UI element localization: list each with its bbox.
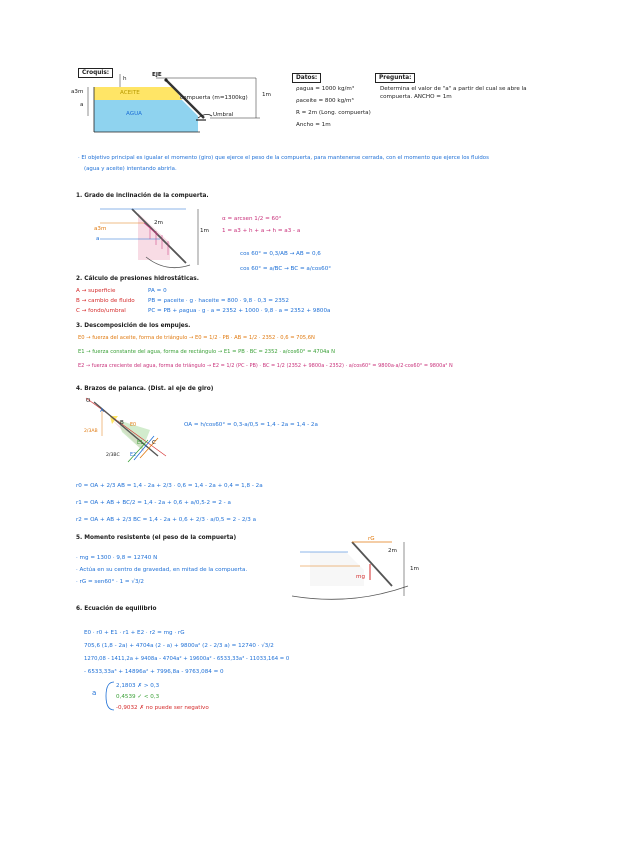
- weight-line: · rG = sen60° · 1 = √3/2: [76, 579, 144, 585]
- section-2-title: 2. Cálculo de presiones hidrostáticas.: [76, 276, 199, 282]
- hinge-point: [164, 78, 167, 81]
- agua-label: AGUA: [126, 111, 142, 117]
- weight-line: · Actúa en su centro de gravedad, en mitad de la compuerta.: [76, 567, 248, 573]
- height-equation: 1 = a3 + h + a → h = a3 - a: [222, 228, 301, 234]
- objective-line: · El objetivo principal es igualar el momento (giro) que ejerce el peso de la compuerta, para mantenerse cerrada, con el momento que ejerce los fluidos: [78, 155, 489, 161]
- pressure-a: PA = 0: [148, 288, 167, 294]
- section-6-title: 6. Ecuación de equilibrio: [76, 606, 157, 612]
- two-thirds-bc-label: 2/3BC: [106, 453, 120, 458]
- fig-a-label: a: [96, 236, 100, 242]
- lever-arms-figure: [82, 396, 182, 478]
- objective-line: (agua y aceite) intentando abrirla.: [84, 166, 177, 172]
- section-1-title: 1. Grado de inclinación de la compuerta.: [76, 193, 209, 199]
- thrust-e0: E0 → fuerza del aceite, forma de triángulo → E0 = 1/2 · PB · AB = 1/2 · 2352 · 0,6 = 705,6N: [78, 335, 315, 341]
- fig-1m-label: 1m: [410, 566, 420, 572]
- datos-line: ρaceite = 800 kg/m³: [296, 98, 354, 104]
- thrust-e2: E2 → fuerza creciente del agua, forma de triángulo → E2 = 1/2 (PC - PB) · BC = 1/2 (2352 + 9800a - 2352) · a/cos60° = 9800a·a/2·cos60° = 9800a² N: [78, 363, 453, 369]
- oa-equation: OA = h/cos60° = 0,3-a/0,5 = 1,4 - 2a = 1,4 - 2a: [184, 422, 318, 428]
- fig-1m-label: 1m: [200, 228, 210, 234]
- e0-label: E0: [130, 423, 137, 428]
- weight-figure: [292, 536, 412, 602]
- a3m-label: a3m: [71, 89, 84, 95]
- point-o-label: O: [86, 398, 91, 404]
- r0-equation: r0 = OA + 2/3 AB = 1,4 - 2a + 2/3 · 0,6 = 1,4 - 2a + 0,4 = 1,8 - 2a: [76, 483, 263, 489]
- umbral-label: Umbral: [213, 112, 234, 118]
- fig-2m-label: 2m: [388, 548, 398, 554]
- point-a-desc: A → superficie: [76, 288, 116, 294]
- section-3-title: 3. Descomposición de los empujes.: [76, 323, 191, 329]
- pregunta-line: compuerta. ANCHO = 1m: [380, 94, 452, 100]
- point-b-desc: B → cambio de fluido: [76, 298, 135, 304]
- a-label: a: [80, 102, 84, 108]
- cos-bc-equation: cos 60° = a/BC → BC = a/cos60°: [240, 266, 332, 272]
- cos-ab-equation: cos 60° = 0,3/AB → AB = 0,6: [240, 251, 321, 257]
- fig-a3m-label: a3m: [94, 226, 107, 232]
- equilibrium-eq-4: - 6533,33a³ + 14896a² + 7996,8a - 9763,084 = 0: [84, 669, 224, 675]
- pressure-b: PB = ρaceite · g · haceite = 800 · 9,8 · 0,3 = 2352: [148, 298, 289, 304]
- solution-root: 0,4539 ✓ < 0,3: [116, 694, 160, 700]
- compuerta-label: compuerta (m=1300kg): [180, 95, 248, 101]
- equilibrium-eq-3: 1270,08 - 1411,2a + 9408a - 4704a² + 19600a² - 6533,33a³ - 11033,164 = 0: [84, 656, 290, 662]
- inclination-figure: [86, 205, 206, 280]
- e2-label: E2: [130, 453, 137, 458]
- mg-label: mg: [356, 574, 365, 580]
- fig-2m-label: 2m: [154, 220, 164, 226]
- aceite-label: ACEITE: [120, 90, 140, 96]
- eje-label: EJE: [152, 72, 162, 78]
- rg-label: rG: [368, 536, 375, 542]
- point-c-desc: C → fondo/umbral: [76, 308, 126, 314]
- pregunta-line: Determina el valor de "a" a partir del cual se abre la: [380, 86, 527, 92]
- alpha-equation: α = arcsen 1/2 = 60°: [222, 216, 282, 222]
- r1-equation: r1 = OA + AB + BC/2 = 1,4 - 2a + 0,6 + a/0,5·2 = 2 - a: [76, 500, 231, 506]
- solution-root: -0,9032 ✗ no puede ser negativo: [116, 705, 209, 711]
- water-layer: [94, 116, 198, 132]
- section-4-title: 4. Brazos de palanca. (Dist. al eje de giro): [76, 386, 214, 392]
- datos-line: ρagua = 1000 kg/m³: [296, 86, 355, 92]
- solution-variable: a: [92, 689, 97, 697]
- one-meter-label: 1m: [262, 92, 272, 98]
- water-layer-upper: [94, 100, 198, 116]
- thrust-e1: E1 → fuerza constante del agua, forma de rectángulo → E1 = PB · BC = 2352 · a/cos60° = 4704a N: [78, 349, 336, 355]
- point-a-label: A: [100, 408, 104, 414]
- equilibrium-eq-2: 705,6 (1,8 - 2a) + 4704a (2 - a) + 9800a² (2 - 2/3 a) = 12740 · √3/2: [84, 643, 274, 649]
- point-c-label: C: [152, 440, 156, 446]
- two-thirds-ab-label: 2/3AB: [84, 429, 98, 434]
- h-label: h: [123, 76, 127, 82]
- datos-line: R = 2m (Long. compuerta): [296, 110, 371, 116]
- pregunta-title: Pregunta:: [375, 73, 415, 83]
- croquis-label: Croquis:: [78, 68, 113, 78]
- weight-line: · mg = 1300 · 9,8 = 12740 N: [76, 555, 158, 561]
- solution-root: 2,1803 ✗ > 0,3: [116, 683, 160, 689]
- section-5-title: 5. Momento resistente (el peso de la compuerta): [76, 535, 237, 541]
- e1-label: E1: [137, 441, 144, 446]
- datos-title: Datos:: [292, 73, 321, 83]
- solution-brace: [100, 680, 116, 712]
- equilibrium-eq-1: E0 · r0 + E1 · r1 + E2 · r2 = mg · rG: [84, 630, 185, 636]
- datos-line: Ancho = 1m: [296, 122, 331, 128]
- r2-equation: r2 = OA + AB + 2/3 BC = 1,4 - 2a + 0,6 + 2/3 · a/0,5 = 2 - 2/3 a: [76, 517, 257, 523]
- point-b-label: B: [120, 420, 124, 426]
- pressure-c: PC = PB + ρagua · g · a = 2352 + 1000 · 9,8 · a = 2352 + 9800a: [148, 308, 331, 314]
- croquis-figure: [70, 70, 290, 145]
